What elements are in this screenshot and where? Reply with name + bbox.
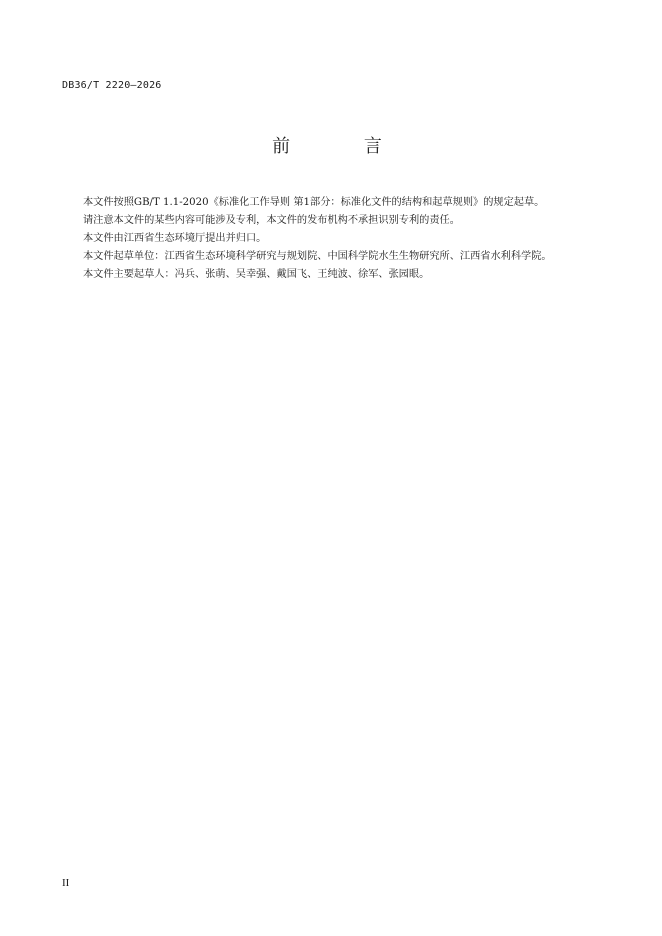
standard-code: DB36/T 2220—2026 <box>62 80 162 91</box>
paragraph-drafting-units: 本文件起草单位：江西省生态环境科学研究与规划院、中国科学院水生生物研究所、江西省水利科学院。 <box>83 251 552 262</box>
page-number: II <box>62 877 70 889</box>
foreword-body <box>62 195 577 285</box>
paragraph-proposer: 本文件由江西省生态环境厅提出并归口。 <box>83 233 267 244</box>
paragraph-patent-notice: 请注意本文件的某些内容可能涉及专利，本文件的发布机构不承担识别专利的责任。 <box>83 215 460 226</box>
paragraph-drafting-rules: 本文件按照GB/T 1.1-2020《标准化工作导则 第1部分：标准化文件的结构和起草规则》的规定起草。 <box>83 197 545 208</box>
page-title: 前 言 <box>272 136 416 157</box>
paragraph-drafters: 本文件主要起草人：冯兵、张萌、吴幸强、戴国飞、王纯波、徐军、张园眼。 <box>83 269 430 280</box>
